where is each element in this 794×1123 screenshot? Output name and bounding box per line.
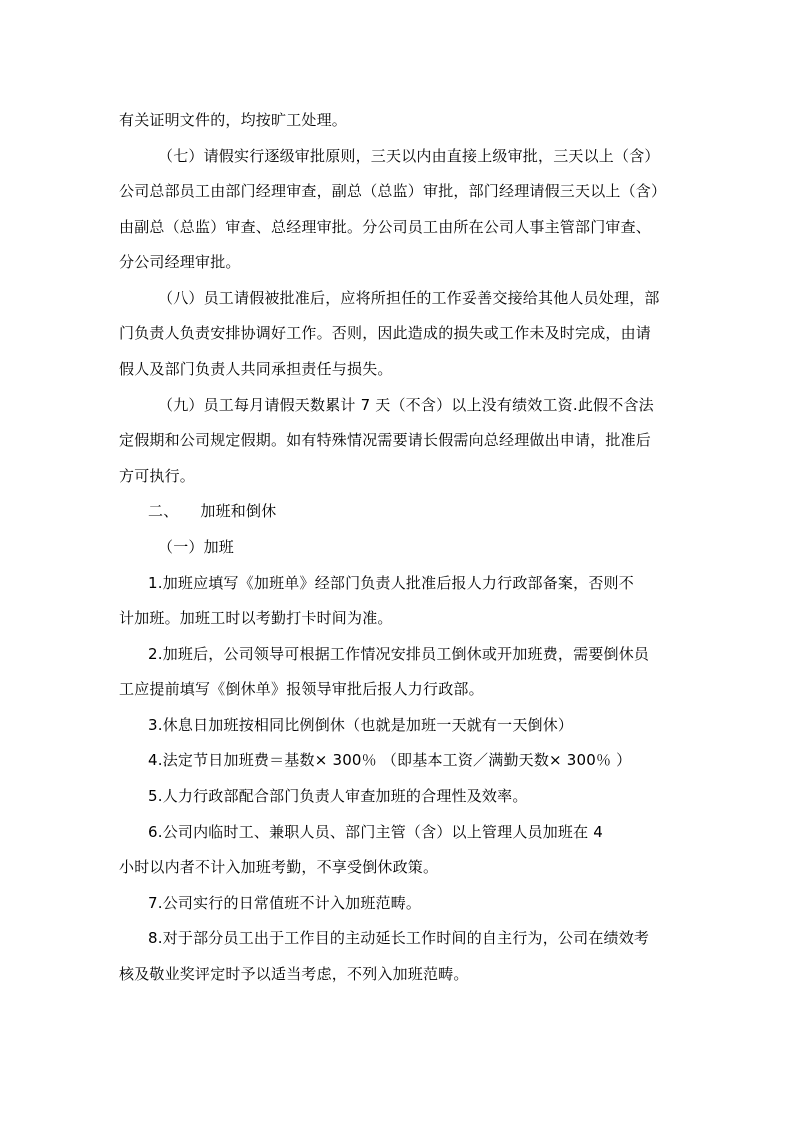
paragraph-line: （九）员工每月请假天数累计 7 天（不含）以上没有绩效工资.此假不含法 xyxy=(158,396,654,414)
paragraph-line: 5.人力行政部配合部门负责人审查加班的合理性及效率。 xyxy=(148,787,528,805)
paragraph-line: 7.公司实行的日常值班不计入加班范畴。 xyxy=(148,894,422,912)
paragraph-line: 3.休息日加班按相同比例倒休（也就是加班一天就有一天倒休） xyxy=(148,716,574,734)
section-heading xyxy=(148,501,794,521)
paragraph-line: 由副总（总监）审查、总经理审批。分公司员工由所在公司人事主管部门审查、 xyxy=(119,218,652,236)
paragraph-line: 2.加班后，公司领导可根据工作情况安排员工倒休或开加班费，需要倒休员 xyxy=(148,645,650,663)
paragraph-line: 1.加班应填写《加班单》经部门负责人批准后报人力行政部备案，否则不 xyxy=(148,574,634,592)
paragraph-line: 假人及部门负责人共同承担责任与损失。 xyxy=(119,360,393,378)
paragraph-line: 小时以内者不计入加班考勤，不享受倒休政策。 xyxy=(119,858,439,876)
paragraph-line: 8.对于部分员工出于工作目的主动延长工作时间的自主行为，公司在绩效考 xyxy=(148,929,650,947)
paragraph-line: 定假期和公司规定假期。如有特殊情况需要请长假需向总经理做出申请，批准后 xyxy=(119,431,652,449)
paragraph-line: 门负责人负责安排协调好工作。否则，因此造成的损失或工作未及时完成，由请 xyxy=(119,324,652,342)
paragraph-line: 方可执行。 xyxy=(119,467,196,485)
subsection-heading: （一）加班 xyxy=(158,538,235,556)
section-number: 二、 xyxy=(148,502,179,520)
paragraph-line: （八）员工请假被批准后，应将所担任的工作妥善交接给其他人员处理，部 xyxy=(158,289,660,307)
paragraph-line: 4.法定节日加班费＝基数× 300％ （即基本工资／满勤天数× 300％ ） xyxy=(148,751,632,769)
paragraph-line: 公司总部员工由部门经理审查，副总（总监）审批，部门经理请假三天以上（含） xyxy=(119,182,667,200)
paragraph-line: 6.公司内临时工、兼职人员、部门主管（含）以上管理人员加班在 4 xyxy=(148,823,604,841)
paragraph-line: 计加班。加班工时以考勤打卡时间为准。 xyxy=(119,609,393,627)
paragraph-line: 核及敬业奖评定时予以适当考虑，不列入加班范畴。 xyxy=(119,965,469,983)
section-title: 加班和倒休 xyxy=(200,502,277,520)
paragraph-line: 分公司经理审批。 xyxy=(119,253,241,271)
paragraph-line: （七）请假实行逐级审批原则，三天以内由直接上级审批，三天以上（含） xyxy=(158,147,660,165)
paragraph-line: 有关证明文件的，均按旷工处理。 xyxy=(119,111,348,129)
paragraph-line: 工应提前填写《倒休单》报领导审批后报人力行政部。 xyxy=(119,680,484,698)
